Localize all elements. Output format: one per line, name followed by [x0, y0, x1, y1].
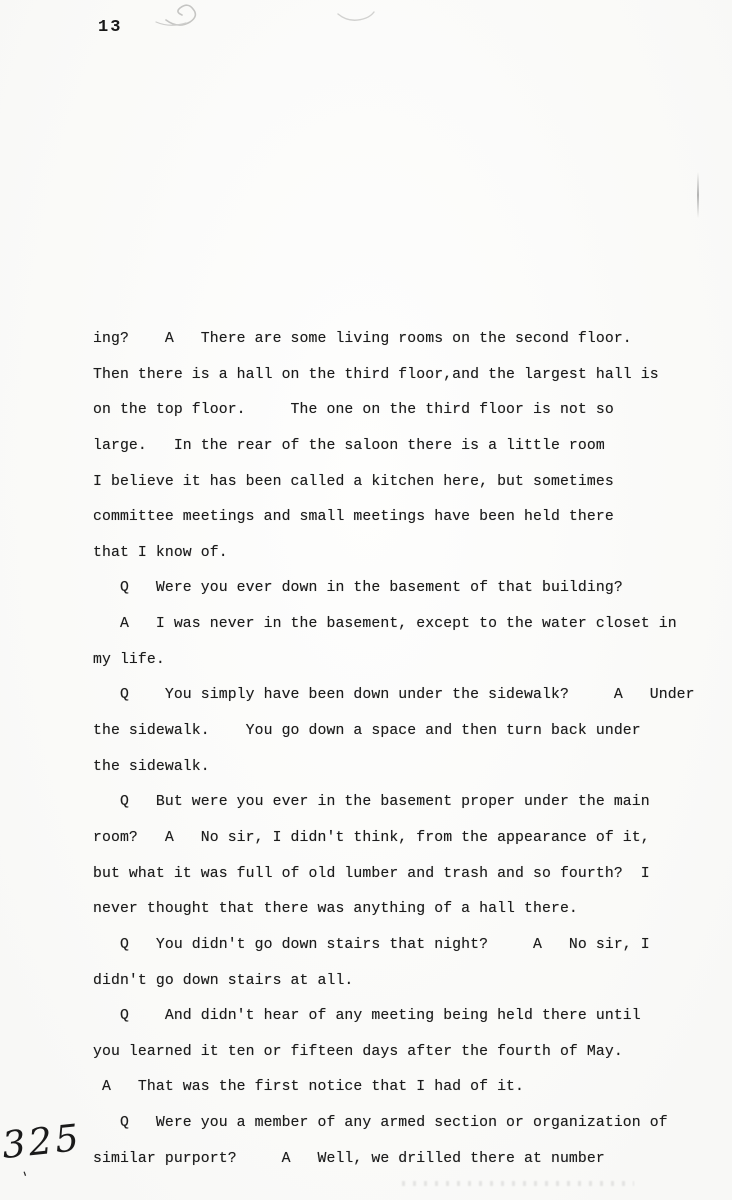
transcript-line: Q And didn't hear of any meeting being held there until — [93, 1008, 641, 1025]
transcript-line: A That was the first notice that I had of it. — [93, 1079, 525, 1096]
transcript-line: I believe it has been called a kitchen here, but sometimes — [93, 473, 614, 490]
page-number: 13 — [98, 18, 123, 37]
transcript-line: you learned it ten or fifteen days after the fourth of May. — [93, 1043, 623, 1060]
transcript-line: room? A No sir, I didn't think, from the appearance of it, — [93, 829, 650, 846]
handwritten-page-number: 325 — [0, 1115, 84, 1168]
transcript-line: never thought that there was anything of a hall there. — [93, 901, 578, 918]
pen-squiggle-mark — [334, 6, 378, 26]
transcript-line: the sidewalk. You go down a space and then turn back under — [93, 723, 641, 740]
transcript-line: large. In the rear of the saloon there is a little room — [93, 437, 605, 454]
ghost-text-artifact — [402, 1181, 634, 1186]
handwritten-tick-mark: ' — [20, 1167, 32, 1188]
transcript-line: my life. — [93, 651, 165, 668]
transcript-text-block — [93, 322, 713, 1177]
transcript-line: the sidewalk. — [93, 758, 210, 775]
edge-smudge-mark — [697, 172, 699, 218]
transcript-line: similar purport? A Well, we drilled there at number — [93, 1150, 605, 1167]
transcript-line: Q Were you ever down in the basement of that building? — [93, 580, 623, 597]
pen-squiggle-mark — [152, 0, 218, 30]
transcript-line: Then there is a hall on the third floor,and the largest hall is — [93, 366, 659, 383]
transcript-line: on the top floor. The one on the third floor is not so — [93, 402, 614, 419]
transcript-line: didn't go down stairs at all. — [93, 972, 354, 989]
transcript-line: Q You simply have been down under the sidewalk? A Under — [93, 687, 695, 704]
transcript-line: Q You didn't go down stairs that night? A No sir, I — [93, 936, 650, 953]
transcript-line: A I was never in the basement, except to the water closet in — [93, 616, 677, 633]
transcript-line: but what it was full of old lumber and trash and so fourth? I — [93, 865, 650, 882]
transcript-line: that I know of. — [93, 544, 228, 561]
transcript-line: ing? A There are some living rooms on the second floor. — [93, 331, 632, 347]
transcript-line: Q Were you a member of any armed section or organization of — [93, 1115, 668, 1132]
transcript-line: committee meetings and small meetings have been held there — [93, 509, 614, 526]
transcript-line: Q But were you ever in the basement proper under the main — [93, 794, 650, 811]
